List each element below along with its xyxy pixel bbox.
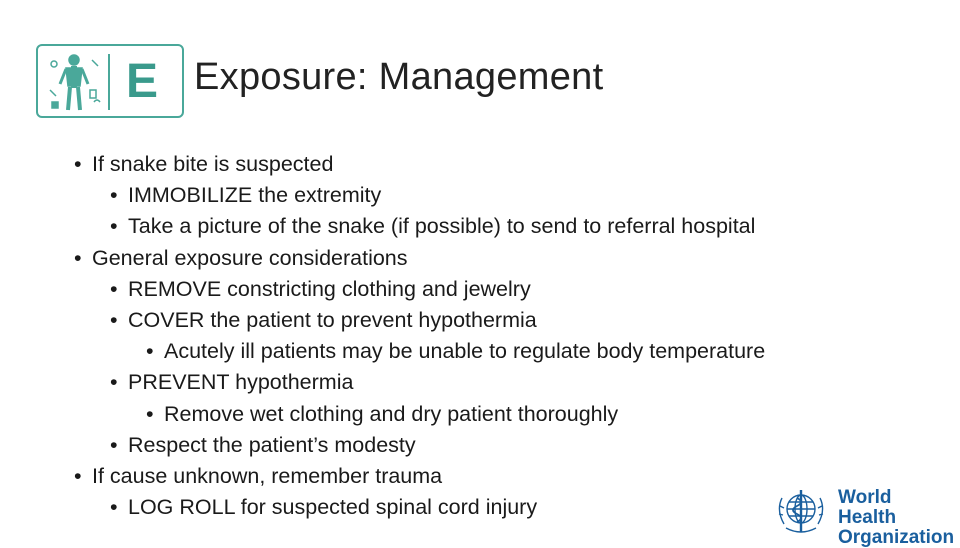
bullet-text: COVER the patient to prevent hypothermia	[128, 308, 537, 332]
bullet-text: Respect the patient’s modesty	[128, 432, 416, 457]
bullet-marker: •	[74, 464, 82, 488]
bullet-marker: •	[110, 183, 118, 208]
bullet-text: Acutely ill patients may be unable to regulate body temperature	[164, 339, 766, 364]
bullet-level-1	[110, 183, 381, 208]
bullet-marker: •	[110, 308, 118, 332]
bullet-text: Remove wet clothing and dry patient thoroughly	[164, 401, 619, 426]
bullet-text: IMMOBILIZE the extremity	[128, 183, 382, 208]
bullet-level-1	[110, 370, 353, 395]
bullet-text: PREVENT hypothermia	[128, 370, 354, 395]
bullet-text: If snake bite is suspected	[92, 152, 334, 176]
who-emblem-icon	[774, 484, 828, 536]
bullet-marker: •	[146, 339, 154, 364]
bullet-level-1	[110, 214, 755, 239]
logo-divider	[108, 54, 110, 110]
bullet-level-1	[110, 433, 416, 458]
bullet-marker: •	[110, 214, 118, 239]
human-body-icon	[44, 50, 104, 114]
section-logo	[36, 44, 184, 118]
logo-letter: E	[126, 55, 159, 108]
bullet-marker: •	[110, 432, 118, 457]
bullet-level-2	[146, 402, 618, 427]
bullet-level-1	[110, 308, 537, 333]
bullet-text: If cause unknown, remember trauma	[92, 464, 443, 488]
bullet-marker: •	[110, 370, 118, 395]
bullet-level-1	[110, 277, 531, 302]
who-name-line2: Organization	[838, 527, 955, 548]
bullet-text: LOG ROLL for suspected spinal cord injury	[128, 495, 538, 520]
bullet-text: Take a picture of the snake (if possible) to send to referral hospital	[128, 214, 756, 239]
bullet-level-0	[74, 152, 333, 177]
bullet-marker: •	[74, 152, 82, 176]
who-name-line1: World Health	[838, 487, 897, 528]
bullet-text: General exposure considerations	[92, 245, 408, 270]
bullet-level-2	[146, 339, 765, 364]
bullet-marker: •	[74, 245, 82, 270]
bullet-level-0	[74, 464, 442, 489]
bullet-marker: •	[110, 495, 118, 520]
who-name	[838, 488, 954, 548]
bullet-marker: •	[110, 276, 118, 301]
slide-title: Exposure: Management	[194, 56, 604, 98]
who-logo	[774, 484, 955, 548]
bullet-level-1	[110, 495, 537, 520]
bullet-level-0	[74, 246, 408, 271]
bullet-text: REMOVE constricting clothing and jewelry	[128, 276, 531, 301]
bullet-marker: •	[146, 401, 154, 426]
